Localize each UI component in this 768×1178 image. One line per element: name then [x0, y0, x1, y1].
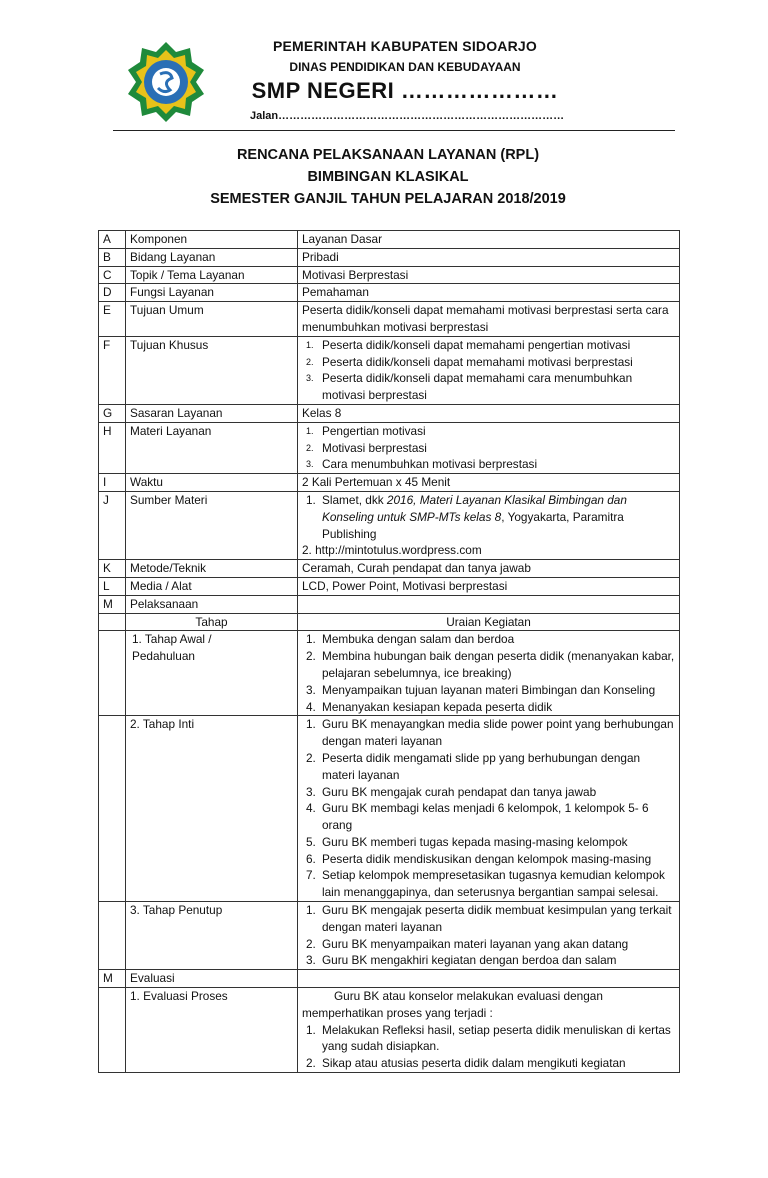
list-item: 1. Peserta didik/konseli dapat memahami pengertian motivasi [306, 337, 631, 352]
list-item: 1. Guru BK mengajak peserta didik membuat kesimpulan yang terkait dengan materi layanan [306, 903, 672, 934]
table-row [99, 970, 680, 988]
row-letter: M [99, 970, 126, 988]
list-item: 2. Motivasi berprestasi [306, 440, 427, 455]
list-item: 2. Membina hubungan baik dengan peserta didik (menanyakan kabar, pelajaran sebelumnya, ice breaking) [306, 649, 675, 680]
table-row [99, 560, 680, 578]
regency-logo-icon [124, 40, 208, 124]
table-row [99, 613, 680, 631]
list-item: 3. Cara menumbuhkan motivasi berprestasi [306, 457, 538, 472]
stage-label-inti: 2. Tahap Inti [126, 716, 298, 902]
row-letter: A [99, 231, 126, 249]
row-value: Layanan Dasar [298, 231, 680, 249]
list-item: 3. Guru BK mengajak curah pendapat dan tanya jawab [306, 784, 597, 799]
table-row [99, 336, 680, 404]
table-row [99, 404, 680, 422]
list-item: 4. Menanyakan kesiapan kepada peserta didik [306, 699, 553, 714]
row-letter: I [99, 474, 126, 492]
row-letter: L [99, 577, 126, 595]
row-letter: D [99, 284, 126, 302]
list-item: 2. Peserta didik/konseli dapat memahami motivasi berprestasi [306, 354, 633, 369]
row-label: Sumber Materi [126, 491, 298, 559]
list-item: 4. Guru BK membagi kelas menjadi 6 kelompok, 1 kelompok 5- 6 orang [306, 801, 649, 833]
table-row [99, 716, 680, 902]
rpl-table [98, 230, 680, 1073]
row-letter: B [99, 248, 126, 266]
row-label: Waktu [126, 474, 298, 492]
table-row [99, 302, 680, 337]
list-item: 2. Guru BK menyampaikan materi layanan yang akan datang [306, 936, 629, 951]
column-header-tahap: Tahap [126, 613, 298, 631]
row-label: Media / Alat [126, 577, 298, 595]
list-item: 2. Sikap atau atusias peserta didik dalam mengikuti kegiatan [306, 1056, 626, 1071]
row-label: Materi Layanan [126, 422, 298, 473]
row-value: Pemahaman [298, 284, 680, 302]
document-semester: SEMESTER GANJIL TAHUN PELAJARAN 2018/2019 [210, 191, 566, 207]
table-row [99, 231, 680, 249]
row-value: Peserta didik/konseli dapat memahami motivasi berprestasi serta cara menumbuhkan motivasi berprestasi [298, 302, 680, 337]
row-value: 2 Kali Pertemuan x 45 Menit [298, 474, 680, 492]
list-item: 1. Membuka dengan salam dan berdoa [306, 632, 515, 647]
letterhead-divider [113, 130, 675, 131]
row-letter: G [99, 404, 126, 422]
row-letter: E [99, 302, 126, 337]
row-value: Motivasi Berprestasi [298, 266, 680, 284]
evaluation-process-label: 1. Evaluasi Proses [126, 988, 298, 1073]
row-letter: C [99, 266, 126, 284]
table-row [99, 284, 680, 302]
table-row [99, 422, 680, 473]
table-row [99, 266, 680, 284]
document-subtitle: BIMBINGAN KLASIKAL [307, 169, 469, 185]
source-url: 2. http://mintotulus.wordpress.com [302, 543, 482, 558]
row-value: Kelas 8 [298, 404, 680, 422]
list-item: 1. Pengertian motivasi [306, 423, 426, 438]
list-item: 7. Setiap kelompok mempresetasikan tugasnya kemudian kelompok lain menanggapinya, dan seterusnya bergantian sampai selesai. [306, 868, 665, 900]
list-item: 1. Guru BK menayangkan media slide power point yang berhubungan dengan materi layanan [306, 717, 674, 749]
row-label: Topik / Tema Layanan [126, 266, 298, 284]
table-row [99, 491, 680, 559]
row-label: Bidang Layanan [126, 248, 298, 266]
row-value [298, 422, 680, 473]
row-value: Ceramah, Curah pendapat dan tanya jawab [298, 560, 680, 578]
row-label: Tujuan Khusus [126, 336, 298, 404]
school-address: Jalan…………………………………………………………………… [250, 110, 565, 122]
row-value [298, 336, 680, 404]
row-label: Metode/Teknik [126, 560, 298, 578]
row-label: Pelaksanaan [126, 595, 298, 613]
list-item: 5. Guru BK memberi tugas kepada masing-masing kelompok [306, 834, 628, 849]
department-name: DINAS PENDIDIKAN DAN KEBUDAYAAN [289, 60, 521, 74]
evaluation-intro: Guru BK atau konselor melakukan evaluasi dengan memperhatikan proses yang terjadi : [302, 989, 603, 1020]
row-label: Tujuan Umum [126, 302, 298, 337]
stage-label-penutup: 3. Tahap Penutup [126, 902, 298, 970]
column-header-uraian: Uraian Kegiatan [298, 613, 680, 631]
table-row [99, 988, 680, 1073]
row-value [298, 491, 680, 559]
document-title: RENCANA PELAKSANAAN LAYANAN (RPL) [236, 147, 540, 163]
row-value: LCD, Power Point, Motivasi berprestasi [298, 577, 680, 595]
list-item: 3. Peserta didik/konseli dapat memahami cara menumbuhkan motivasi berprestasi [306, 371, 633, 403]
row-value: Pribadi [298, 248, 680, 266]
row-letter: M [99, 595, 126, 613]
list-item: 3. Menyampaikan tujuan layanan materi Bimbingan dan Konseling [306, 682, 656, 697]
row-letter: J [99, 491, 126, 559]
government-name: PEMERINTAH KABUPATEN SIDOARJO [272, 38, 538, 54]
row-letter: K [99, 560, 126, 578]
list-item: 3. Guru BK mengakhiri kegiatan dengan berdoa dan salam [306, 953, 617, 968]
row-label: Komponen [126, 231, 298, 249]
row-label: Evaluasi [126, 970, 298, 988]
school-name: SMP NEGERI ………………… [251, 78, 559, 103]
list-item: 1. Melakukan Refleksi hasil, setiap peserta didik menuliskan di kertas yang sudah disiapkan. [306, 1022, 671, 1054]
row-letter: F [99, 336, 126, 404]
row-label: Fungsi Layanan [126, 284, 298, 302]
table-row [99, 595, 680, 613]
row-label: Sasaran Layanan [126, 404, 298, 422]
list-item: 1. Slamet, dkk 2016, Materi Layanan Klasikal Bimbingan dan Konseling untuk SMP-MTs kelas 8, Yogyakarta, Paramitra Publishing [306, 492, 627, 541]
list-item: 6. Peserta didik mendiskusikan dengan kelompok masing-masing [306, 851, 652, 866]
list-item: 2. Peserta didik mengamati slide pp yang berhubungan dengan materi layanan [306, 750, 641, 782]
row-letter: H [99, 422, 126, 473]
table-row [99, 474, 680, 492]
table-row [99, 902, 680, 970]
table-row [99, 577, 680, 595]
stage-label-awal: 1. Tahap Awal / Pedahuluan [126, 631, 298, 716]
table-row [99, 631, 680, 716]
table-row [99, 248, 680, 266]
